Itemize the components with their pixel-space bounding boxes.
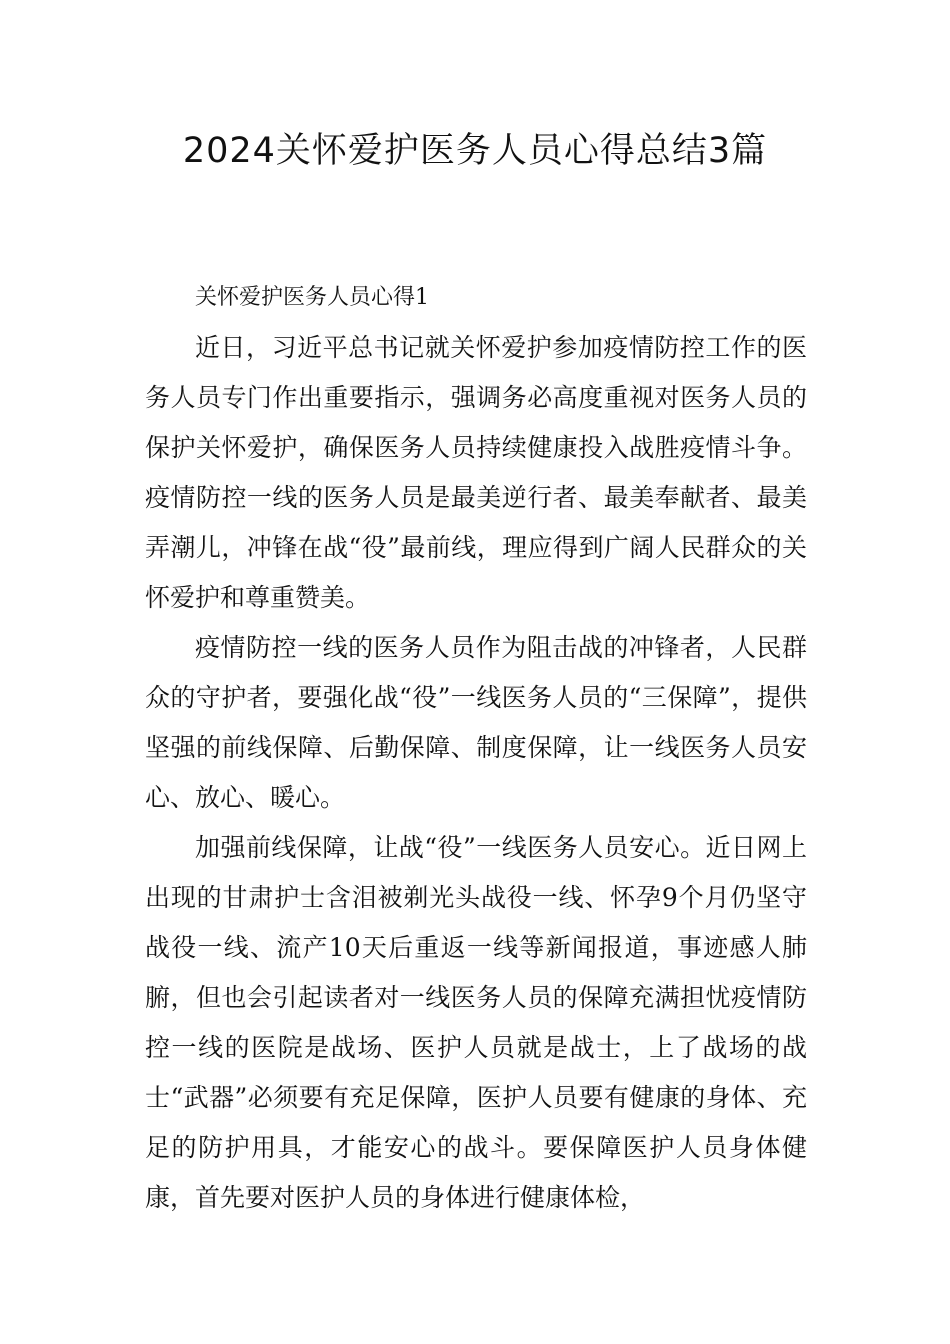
section-heading: 关怀爱护医务人员心得1 — [195, 285, 429, 310]
paragraph-3: 加强前线保障，让战“役”一线医务人员安心。近日网上出现的甘肃护士含泪被剃光头战役一线、怀孕9个月仍坚守战役一线、流产10天后重返一线等新闻报道，事迹感人肺腑，但也会引起读者对一线医务人员的保障充满担忧疫情防控一线的医院是战场、医护人员就是战士，上了战场的战士“武器”必须要有充足保障，医护人员要有健康的身体、充足的防护用具，才能安心的战斗。要保障医护人员身体健康，首先要对医护人员的身体进行健康体检， — [145, 833, 807, 1212]
paragraph-2: 疫情防控一线的医务人员作为阻击战的冲锋者，人民群众的守护者，要强化战“役”一线医务人员的“三保障”，提供坚强的前线保障、后勤保障、制度保障，让一线医务人员安心、放心、暖心。 — [145, 633, 807, 812]
paragraph-1: 近日，习近平总书记就关怀爱护参加疫情防控工作的医务人员专门作出重要指示，强调务必高度重视对医务人员的保护关怀爱护，确保医务人员持续健康投入战胜疫情斗争。疫情防控一线的医务人员是最美逆行者、最美奉献者、最美弄潮儿，冲锋在战“役”最前线，理应得到广阔人民群众的关怀爱护和尊重赞美。 — [145, 333, 807, 612]
document-body — [145, 273, 807, 1223]
document-title: 2024关怀爱护医务人员心得总结3篇 — [182, 131, 768, 171]
